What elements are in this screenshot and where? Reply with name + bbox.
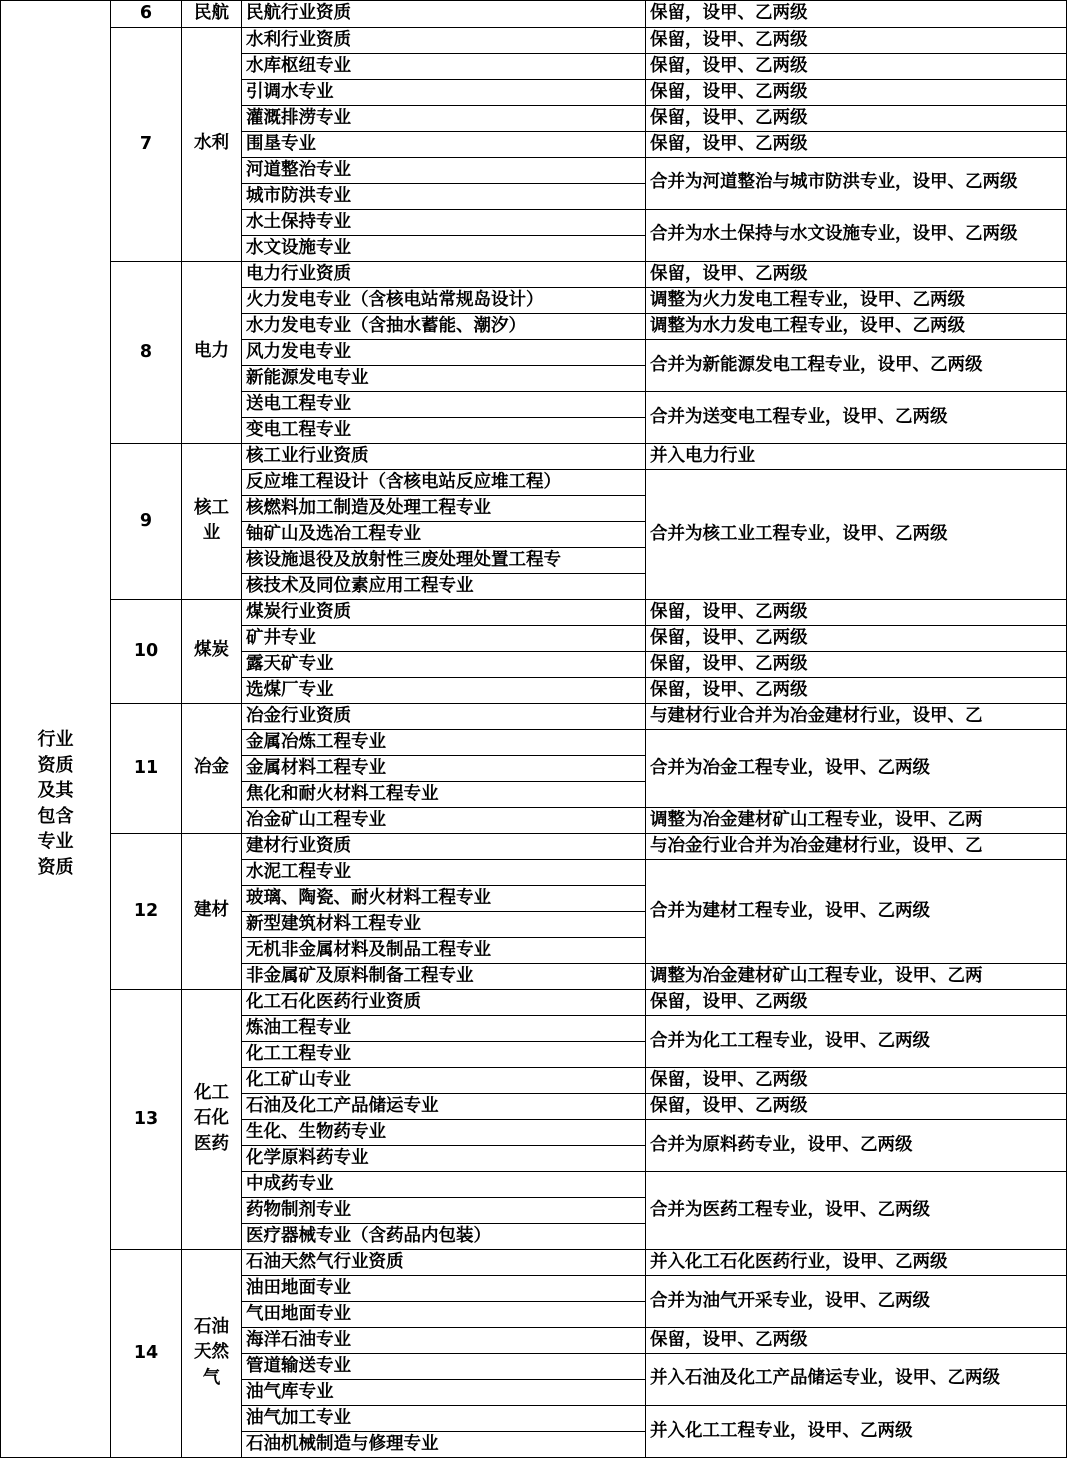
qualification-name: 核设施退役及放射性三废处理处置工程专	[242, 547, 646, 573]
adjustment-note: 合并为医药工程专业，设甲、乙两级	[646, 1171, 1067, 1249]
industry-name: 冶金	[182, 703, 242, 833]
industry-name: 石油天然气	[182, 1249, 242, 1457]
adjustment-note: 保留，设甲、乙两级	[646, 1, 1067, 28]
group-number: 13	[111, 989, 182, 1249]
qualification-name: 电力行业资质	[242, 261, 646, 287]
adjustment-note: 调整为水力发电工程专业，设甲、乙两级	[646, 313, 1067, 339]
qualification-name: 露天矿专业	[242, 651, 646, 677]
qualification-name: 围垦专业	[242, 131, 646, 157]
qualification-name: 水泥工程专业	[242, 859, 646, 885]
qualification-name: 油气库专业	[242, 1379, 646, 1405]
adjustment-note: 合并为化工工程专业，设甲、乙两级	[646, 1015, 1067, 1067]
qualification-name: 变电工程专业	[242, 417, 646, 443]
qualification-name: 生化、生物药专业	[242, 1119, 646, 1145]
adjustment-note: 合并为建材工程专业，设甲、乙两级	[646, 859, 1067, 963]
adjustment-note: 保留，设甲、乙两级	[646, 105, 1067, 131]
qualification-name: 反应堆工程设计（含核电站反应堆工程）	[242, 469, 646, 495]
qualification-name: 油田地面专业	[242, 1275, 646, 1301]
adjustment-note: 保留，设甲、乙两级	[646, 53, 1067, 79]
adjustment-note: 并入化工工程专业，设甲、乙两级	[646, 1405, 1067, 1457]
qualification-name: 气田地面专业	[242, 1301, 646, 1327]
qualification-name: 水文设施专业	[242, 235, 646, 261]
qualification-name: 金属冶炼工程专业	[242, 729, 646, 755]
adjustment-note: 合并为原料药专业，设甲、乙两级	[646, 1119, 1067, 1171]
adjustment-note: 并入石油及化工产品储运专业，设甲、乙两级	[646, 1353, 1067, 1405]
group-number: 6	[111, 1, 182, 28]
qualification-name: 水利行业资质	[242, 27, 646, 53]
adjustment-note: 调整为火力发电工程专业，设甲、乙两级	[646, 287, 1067, 313]
adjustment-note: 调整为冶金建材矿山工程专业，设甲、乙两	[646, 963, 1067, 989]
adjustment-note: 调整为冶金建材矿山工程专业，设甲、乙两	[646, 807, 1067, 833]
qualification-name: 风力发电专业	[242, 339, 646, 365]
qualification-name: 非金属矿及原料制备工程专业	[242, 963, 646, 989]
table-row	[1, 599, 1067, 625]
industry-name: 建材	[182, 833, 242, 989]
group-number: 12	[111, 833, 182, 989]
qualification-name: 化工矿山专业	[242, 1067, 646, 1093]
table-row	[1, 1, 1067, 28]
qualification-name: 核技术及同位素应用工程专业	[242, 573, 646, 599]
group-number: 11	[111, 703, 182, 833]
qualification-name: 水土保持专业	[242, 209, 646, 235]
qualification-name: 玻璃、陶瓷、耐火材料工程专业	[242, 885, 646, 911]
qualification-name: 核燃料加工制造及处理工程专业	[242, 495, 646, 521]
group-number: 10	[111, 599, 182, 703]
qualification-name: 水库枢纽专业	[242, 53, 646, 79]
table-row	[1, 443, 1067, 469]
qualification-name: 化工工程专业	[242, 1041, 646, 1067]
qualification-name: 金属材料工程专业	[242, 755, 646, 781]
adjustment-note: 保留，设甲、乙两级	[646, 131, 1067, 157]
qualification-name: 送电工程专业	[242, 391, 646, 417]
qualification-name: 城市防洪专业	[242, 183, 646, 209]
adjustment-note: 合并为河道整治与城市防洪专业，设甲、乙两级	[646, 157, 1067, 209]
industry-name: 民航	[182, 1, 242, 28]
qualification-name: 核工业行业资质	[242, 443, 646, 469]
industry-name: 电力	[182, 261, 242, 443]
qualification-name: 药物制剂专业	[242, 1197, 646, 1223]
table-row	[1, 27, 1067, 53]
group-number: 14	[111, 1249, 182, 1457]
qualification-name: 矿井专业	[242, 625, 646, 651]
table-row	[1, 989, 1067, 1015]
adjustment-note: 合并为水土保持与水文设施专业，设甲、乙两级	[646, 209, 1067, 261]
qualification-name: 民航行业资质	[242, 1, 646, 28]
table-row	[1, 833, 1067, 859]
table-row	[1, 703, 1067, 729]
adjustment-note: 保留，设甲、乙两级	[646, 1327, 1067, 1353]
qualification-name: 石油机械制造与修理专业	[242, 1431, 646, 1457]
adjustment-note: 保留，设甲、乙两级	[646, 677, 1067, 703]
adjustment-note: 合并为冶金工程专业，设甲、乙两级	[646, 729, 1067, 807]
qualification-name: 水力发电专业（含抽水蓄能、潮汐）	[242, 313, 646, 339]
adjustment-note: 合并为新能源发电工程专业，设甲、乙两级	[646, 339, 1067, 391]
qualification-name: 焦化和耐火材料工程专业	[242, 781, 646, 807]
table-row	[1, 1249, 1067, 1275]
qualification-name: 油气加工专业	[242, 1405, 646, 1431]
qualification-name: 新型建筑材料工程专业	[242, 911, 646, 937]
adjustment-note: 保留，设甲、乙两级	[646, 79, 1067, 105]
qualification-name: 冶金行业资质	[242, 703, 646, 729]
adjustment-note: 保留，设甲、乙两级	[646, 599, 1067, 625]
adjustment-note: 保留，设甲、乙两级	[646, 261, 1067, 287]
adjustment-note: 与冶金行业合并为冶金建材行业，设甲、乙	[646, 833, 1067, 859]
adjustment-note: 与建材行业合并为冶金建材行业，设甲、乙	[646, 703, 1067, 729]
qualification-name: 煤炭行业资质	[242, 599, 646, 625]
adjustment-note: 并入电力行业	[646, 443, 1067, 469]
adjustment-note: 合并为核工业工程专业，设甲、乙两级	[646, 469, 1067, 599]
adjustment-note: 保留，设甲、乙两级	[646, 989, 1067, 1015]
qualification-name: 医疗器械专业（含药品内包装）	[242, 1223, 646, 1249]
adjustment-note: 保留，设甲、乙两级	[646, 1067, 1067, 1093]
adjustment-note: 保留，设甲、乙两级	[646, 27, 1067, 53]
qualification-name: 石油及化工产品储运专业	[242, 1093, 646, 1119]
adjustment-note: 保留，设甲、乙两级	[646, 625, 1067, 651]
qualification-name: 管道输送专业	[242, 1353, 646, 1379]
qualification-name: 铀矿山及选冶工程专业	[242, 521, 646, 547]
category-label: 行业资质及其包含专业资质	[1, 1, 111, 1458]
qualification-name: 化工石化医药行业资质	[242, 989, 646, 1015]
qualification-name: 炼油工程专业	[242, 1015, 646, 1041]
industry-name: 煤炭	[182, 599, 242, 703]
table-row	[1, 261, 1067, 287]
adjustment-note: 合并为油气开采专业，设甲、乙两级	[646, 1275, 1067, 1327]
qualification-name: 中成药专业	[242, 1171, 646, 1197]
adjustment-note: 合并为送变电工程专业，设甲、乙两级	[646, 391, 1067, 443]
qualification-name: 新能源发电专业	[242, 365, 646, 391]
qualification-name: 灌溉排涝专业	[242, 105, 646, 131]
qualification-name: 无机非金属材料及制品工程专业	[242, 937, 646, 963]
qualification-name: 建材行业资质	[242, 833, 646, 859]
adjustment-note: 保留，设甲、乙两级	[646, 1093, 1067, 1119]
industry-name: 核工业	[182, 443, 242, 599]
adjustment-note: 保留，设甲、乙两级	[646, 651, 1067, 677]
group-number: 7	[111, 27, 182, 261]
qualification-name: 石油天然气行业资质	[242, 1249, 646, 1275]
qualification-name: 选煤厂专业	[242, 677, 646, 703]
qualification-name: 河道整治专业	[242, 157, 646, 183]
industry-name: 水利	[182, 27, 242, 261]
industry-name: 化工石化医药	[182, 989, 242, 1249]
qualification-name: 引调水专业	[242, 79, 646, 105]
group-number: 8	[111, 261, 182, 443]
qualification-name: 火力发电专业（含核电站常规岛设计）	[242, 287, 646, 313]
adjustment-note: 并入化工石化医药行业，设甲、乙两级	[646, 1249, 1067, 1275]
qualification-name: 海洋石油专业	[242, 1327, 646, 1353]
group-number: 9	[111, 443, 182, 599]
qualification-name: 冶金矿山工程专业	[242, 807, 646, 833]
qualification-name: 化学原料药专业	[242, 1145, 646, 1171]
